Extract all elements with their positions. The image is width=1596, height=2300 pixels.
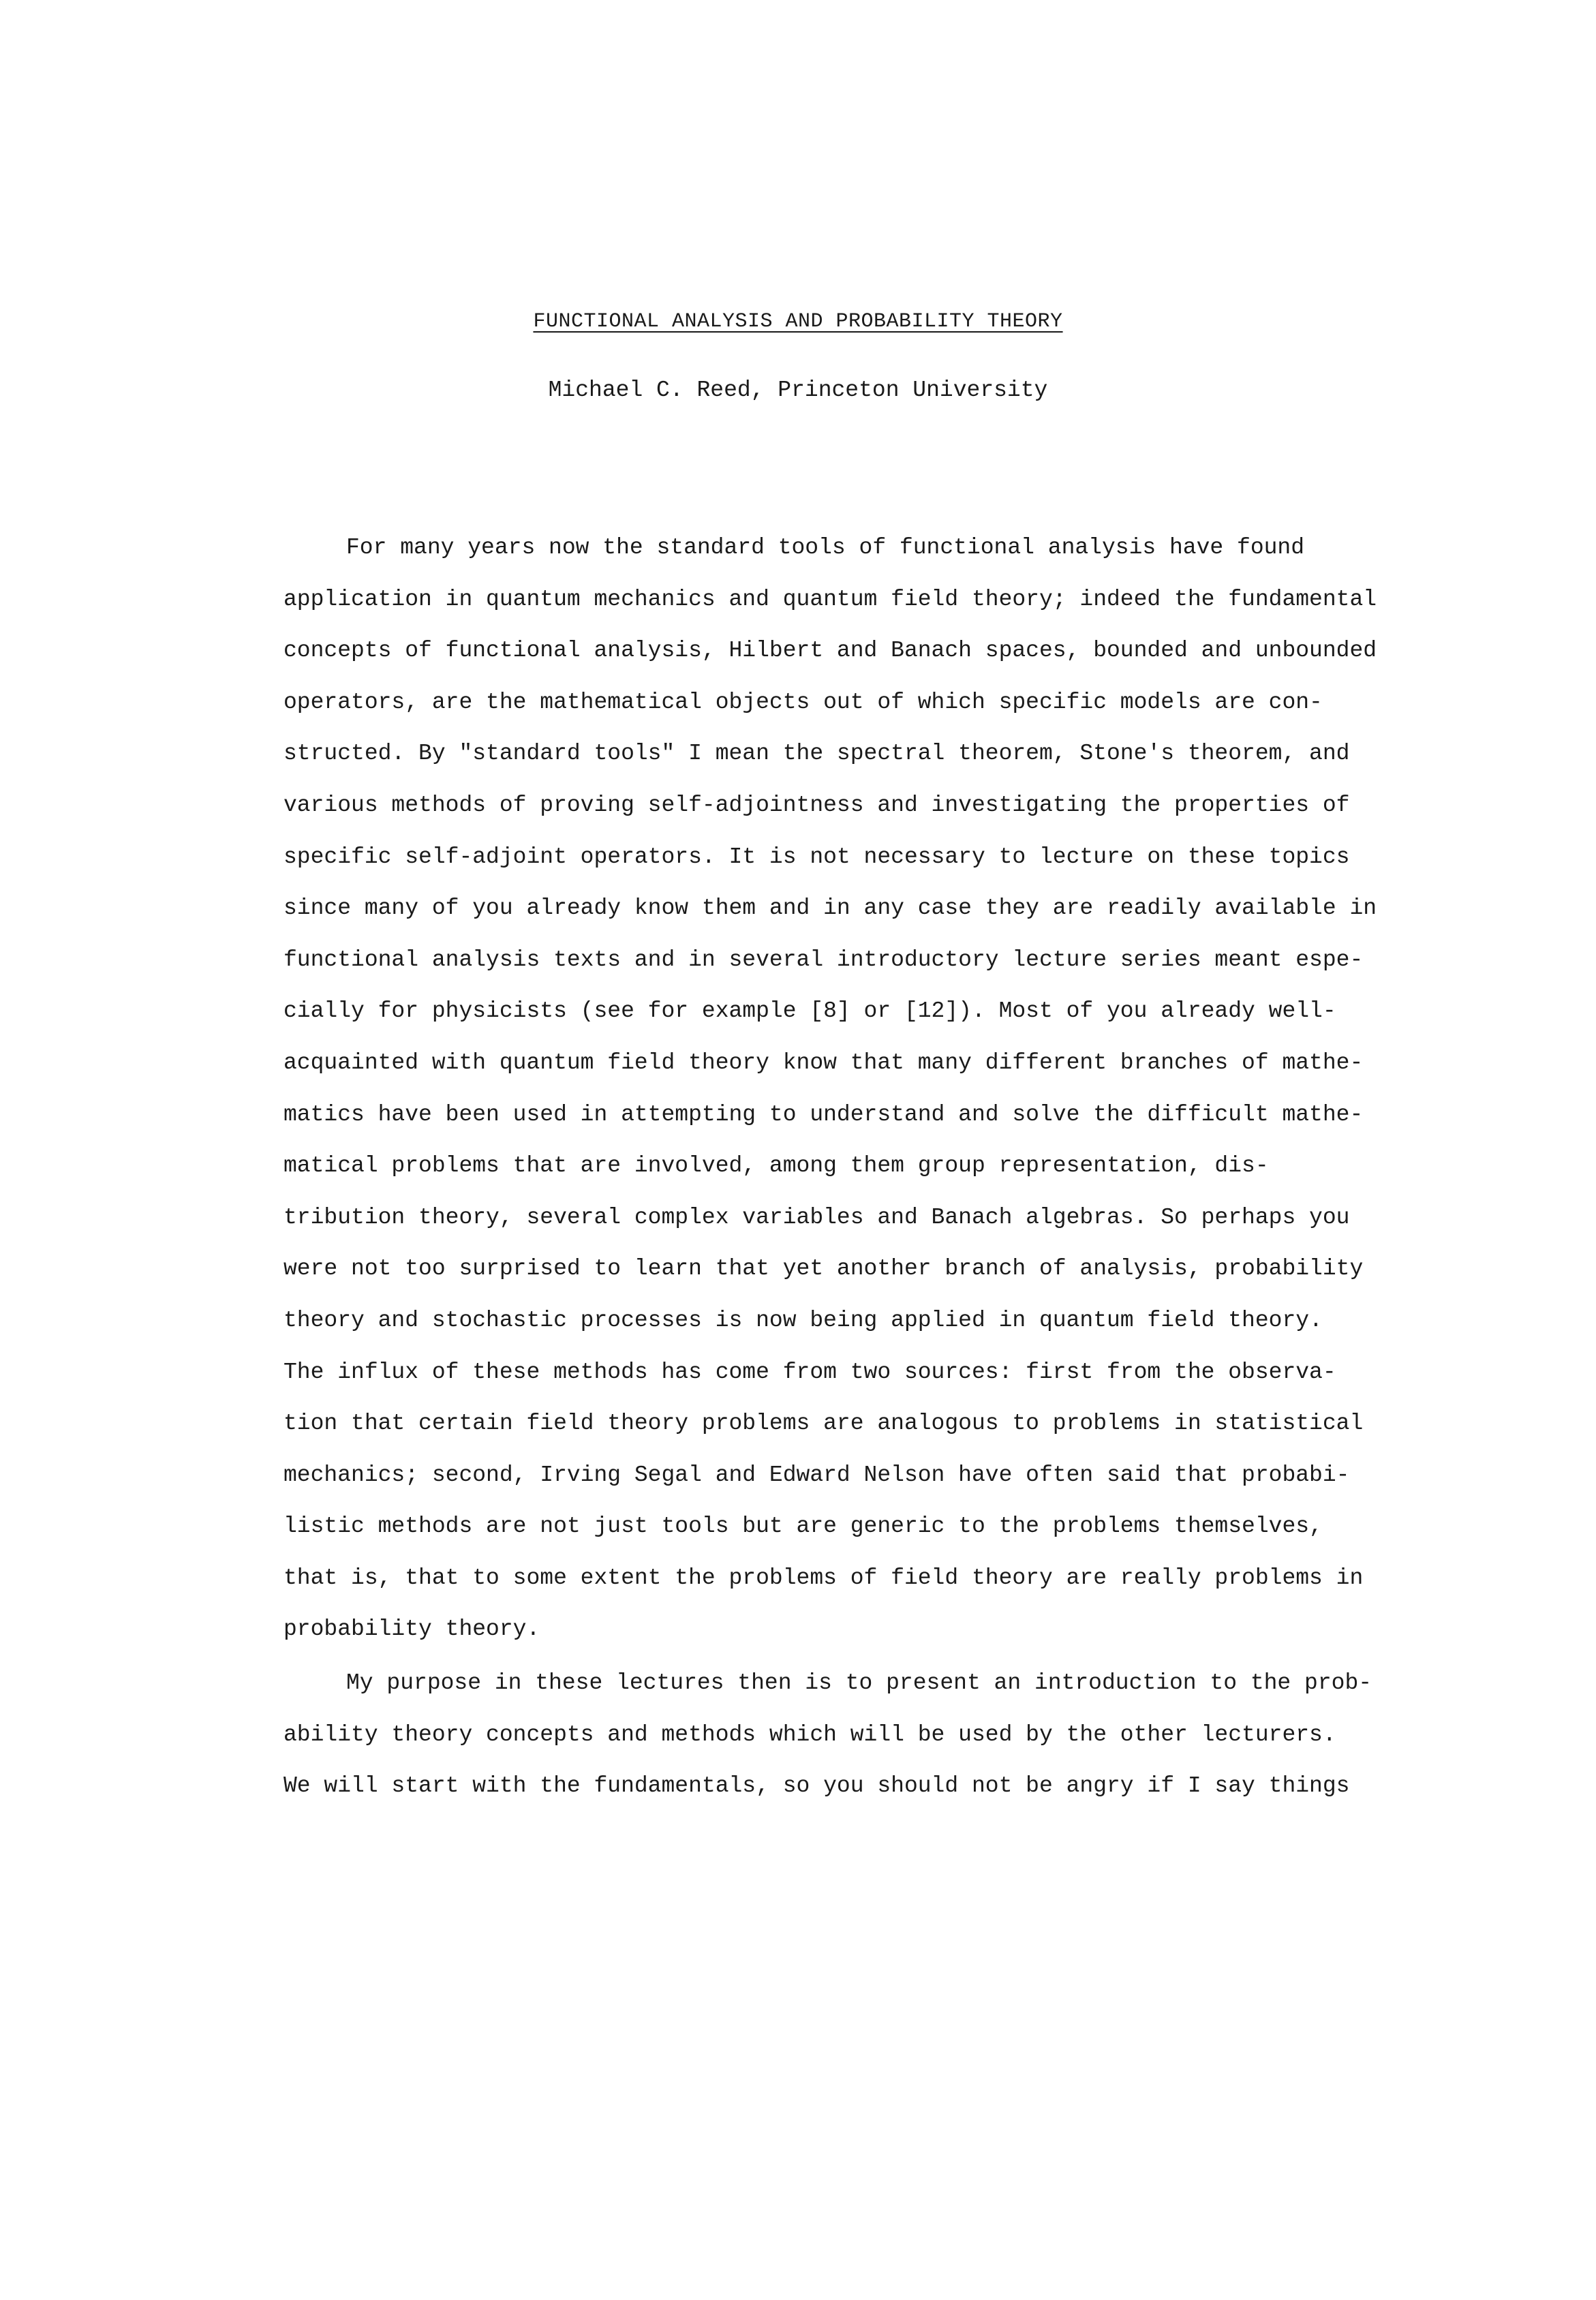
paragraph-line: listic methods are not just tools but are generic to the problems themselves, bbox=[283, 1514, 1323, 1539]
paragraph-line: For many years now the standard tools of functional analysis have found bbox=[346, 535, 1305, 560]
paragraph-line: application in quantum mechanics and quantum field theory; indeed the fundamental bbox=[283, 586, 1377, 612]
paragraph-line: theory and stochastic processes is now being applied in quantum field theory. bbox=[283, 1307, 1323, 1333]
paragraph-line: probability theory. bbox=[283, 1616, 540, 1642]
paragraph-2 bbox=[283, 1657, 1372, 1812]
paragraph-line: cially for physicists (see for example [8] or [12]). Most of you already well- bbox=[283, 998, 1336, 1024]
paragraph-line: were not too surprised to learn that yet another branch of analysis, probability bbox=[283, 1256, 1364, 1282]
paragraph-line: mechanics; second, Irving Segal and Edward Nelson have often said that probabi- bbox=[283, 1462, 1350, 1488]
paragraph-line: various methods of proving self-adjointness and investigating the properties of bbox=[283, 792, 1350, 818]
paragraph-line: concepts of functional analysis, Hilbert and Banach spaces, bounded and unbounded bbox=[283, 638, 1377, 664]
paragraph-line: The influx of these methods has come from two sources: first from the observa- bbox=[283, 1359, 1336, 1385]
author-line: Michael C. Reed, Princeton University bbox=[548, 378, 1048, 403]
paragraph-line: ability theory concepts and methods which will be used by the other lecturers. bbox=[283, 1721, 1336, 1747]
paragraph-line: tribution theory, several complex variables and Banach algebras. So perhaps you bbox=[283, 1204, 1350, 1230]
paragraph-line: matics have been used in attempting to understand and solve the difficult mathe- bbox=[283, 1101, 1364, 1127]
paragraph-1 bbox=[283, 522, 1377, 1655]
paragraph-line: matical problems that are involved, among them group representation, dis- bbox=[283, 1153, 1269, 1179]
paragraph-line: tion that certain field theory problems are analogous to problems in statistical bbox=[283, 1411, 1364, 1437]
paragraph-line: since many of you already know them and in any case they are readily available in bbox=[283, 895, 1377, 921]
paragraph-line: acquainted with quantum field theory know that many different branches of mathe- bbox=[283, 1049, 1364, 1075]
paragraph-line: We will start with the fundamentals, so you should not be angry if I say things bbox=[283, 1773, 1350, 1799]
paragraph-line: that is, that to some extent the problems of field theory are really problems in bbox=[283, 1565, 1364, 1591]
paragraph-line: structed. By "standard tools" I mean the spectral theorem, Stone's theorem, and bbox=[283, 741, 1350, 767]
paragraph-line: My purpose in these lectures then is to present an introduction to the prob- bbox=[346, 1670, 1372, 1696]
page-title: FUNCTIONAL ANALYSIS AND PROBABILITY THEORY bbox=[533, 310, 1063, 333]
paragraph-line: functional analysis texts and in several introductory lecture series meant espe- bbox=[283, 947, 1364, 972]
paragraph-line: operators, are the mathematical objects out of which specific models are con- bbox=[283, 689, 1323, 715]
paragraph-line: specific self-adjoint operators. It is not necessary to lecture on these topics bbox=[283, 844, 1350, 870]
